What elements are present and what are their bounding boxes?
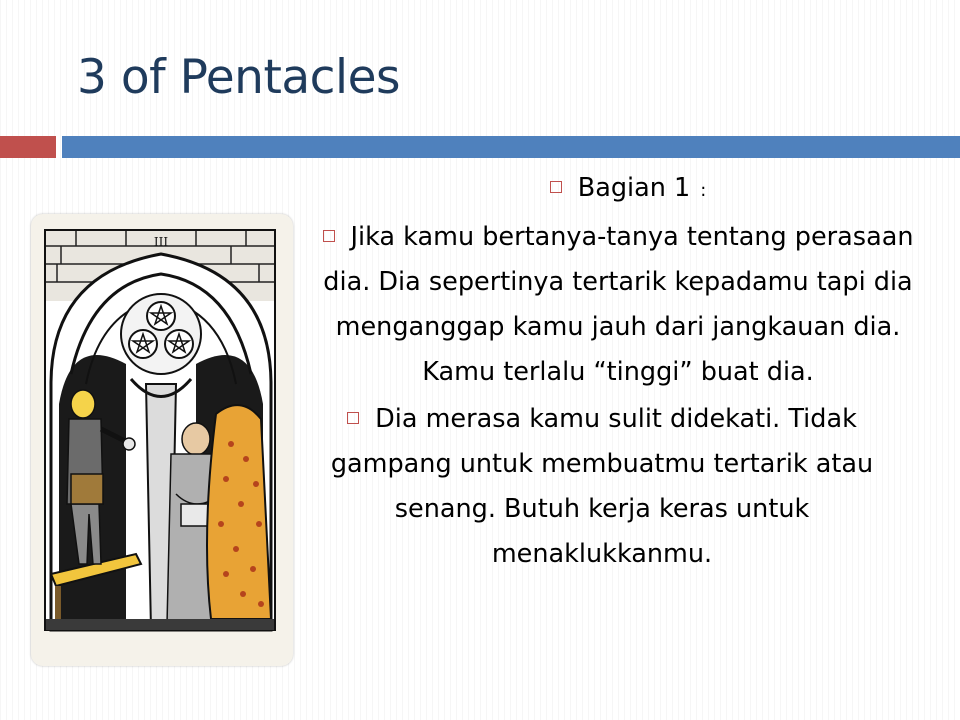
slide-title: 3 of Pentacles — [77, 50, 400, 105]
card-numeral: III — [153, 235, 169, 249]
tarot-card-illustration-icon — [31, 214, 293, 666]
bullet-item-1 — [296, 166, 940, 213]
tarot-card-image — [31, 214, 293, 666]
square-bullet-icon — [347, 412, 359, 424]
bullet-list — [296, 166, 940, 577]
bullet-text-3: Dia merasa kamu sulit didekati. Tidak gampang untuk membuatmu tertarik atau senang. Butuh kerja keras untuk menaklukkanmu. — [330, 404, 874, 569]
square-bullet-icon — [323, 230, 335, 242]
bullet-text-1-suffix: : — [700, 180, 707, 201]
accent-bar-blue — [62, 136, 960, 158]
bullet-text-1: Bagian 1 — [577, 173, 691, 203]
bullet-text-2: Jika kamu bertanya-tanya tentang perasaan dia. Dia sepertinya tertarik kepadamu tapi dia menganggap kamu jauh dari jangkauan dia. Kamu terlalu “tinggi” buat dia. — [323, 222, 914, 387]
square-bullet-icon — [550, 181, 562, 193]
bullet-item-2 — [296, 215, 940, 395]
bullet-item-3 — [296, 397, 940, 577]
accent-bar-red — [0, 136, 56, 158]
